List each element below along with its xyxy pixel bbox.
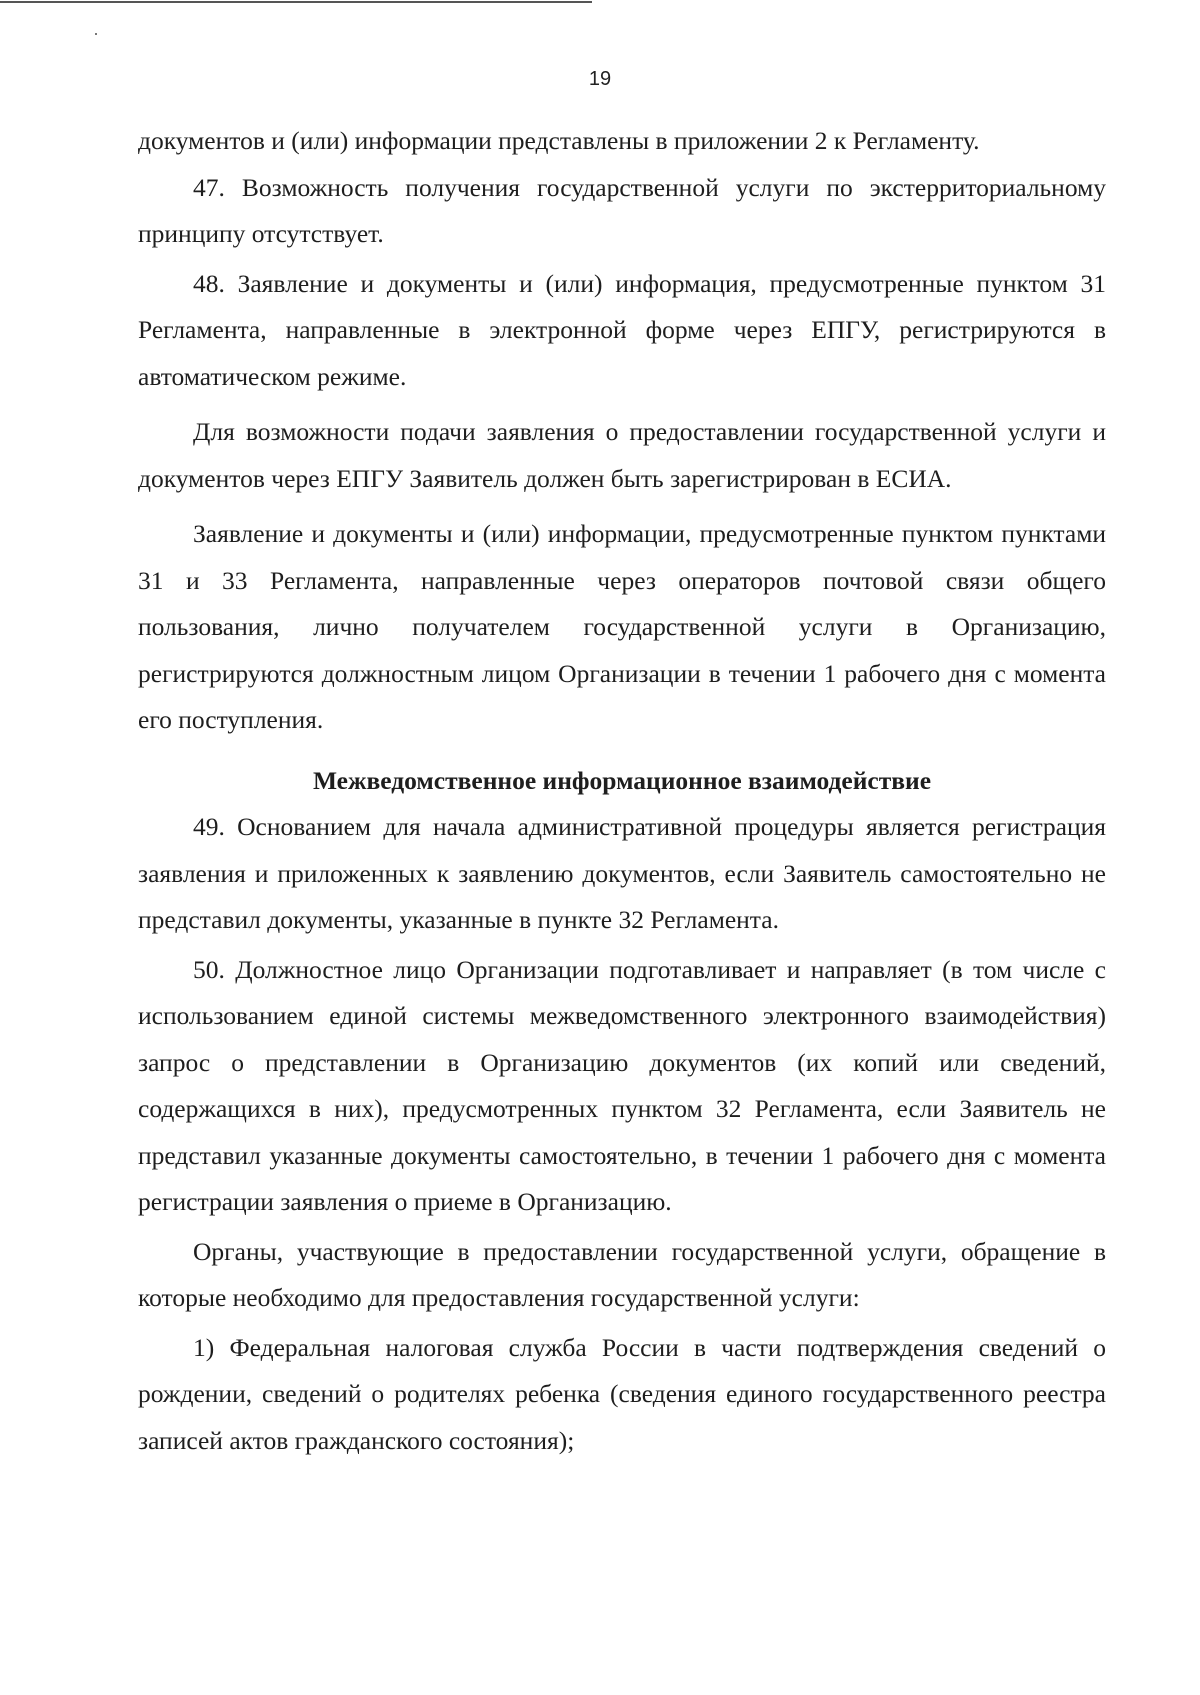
page-number: 19 (588, 68, 612, 90)
document-body (138, 118, 1106, 1464)
list-item-1: 1) Федеральная налоговая служба России в части подтверждения сведений о рождении, сведений о родителях ребенка (сведения единого государственного реестра записей актов гражданского состояния); (138, 1332, 1106, 1455)
scan-speck (95, 33, 97, 35)
paragraph-50-organs: Органы, участвующие в предоставлении государственной услуги, обращение в которые необходимо для предоставления государственной услуги: (138, 1236, 1106, 1312)
section-heading: Межведомственное информационное взаимодействие (312, 765, 932, 795)
paragraph-continuation: документов и (или) информации представлены в приложении 2 к Регламенту. (138, 126, 980, 155)
paragraph-50: 50. Должностное лицо Организации подготавливает и направляет (в том числе с использованием единой системы межведомственного электронного взаимодействия) запрос о представлении в Организацию документов (их копий или сведений, содержащихся в них), предусмотренных пунктом 32 Регламента, если Заявитель не представил указанные документы самостоятельно, в течении 1 рабочего дня с момента регистрации заявления о приеме в Организацию. (138, 954, 1106, 1216)
paragraph-49: 49. Основанием для начала административной процедуры является регистрация заявления и приложенных к заявлению документов, если Заявитель самостоятельно не представил документы, указанные в пункте 32 Регламента. (138, 812, 1106, 934)
paragraph-47: 47. Возможность получения государственной услуги по экстерриториальному принципу отсутствует. (138, 172, 1106, 248)
paragraph-48-esia: Для возможности подачи заявления о предоставлении государственной услуги и документов через ЕПГУ Заявитель должен быть зарегистрирован в ЕСИА. (138, 417, 1106, 493)
paragraph-48: 48. Заявление и документы и (или) информация, предусмотренные пунктом 31 Регламента, направленные в электронной форме через ЕПГУ, регистрируются в автоматическом режиме. (138, 268, 1106, 391)
scan-edge-line (0, 1, 592, 3)
paragraph-48-post: Заявление и документы и (или) информации, предусмотренные пунктом пунктами 31 и 33 Регламента, направленные через операторов почтовой связи общего пользования, лично получателем государственной услуги в Организацию, регистрируются должностным лицом Организации в течении 1 рабочего дня с момента его поступления. (138, 519, 1106, 734)
